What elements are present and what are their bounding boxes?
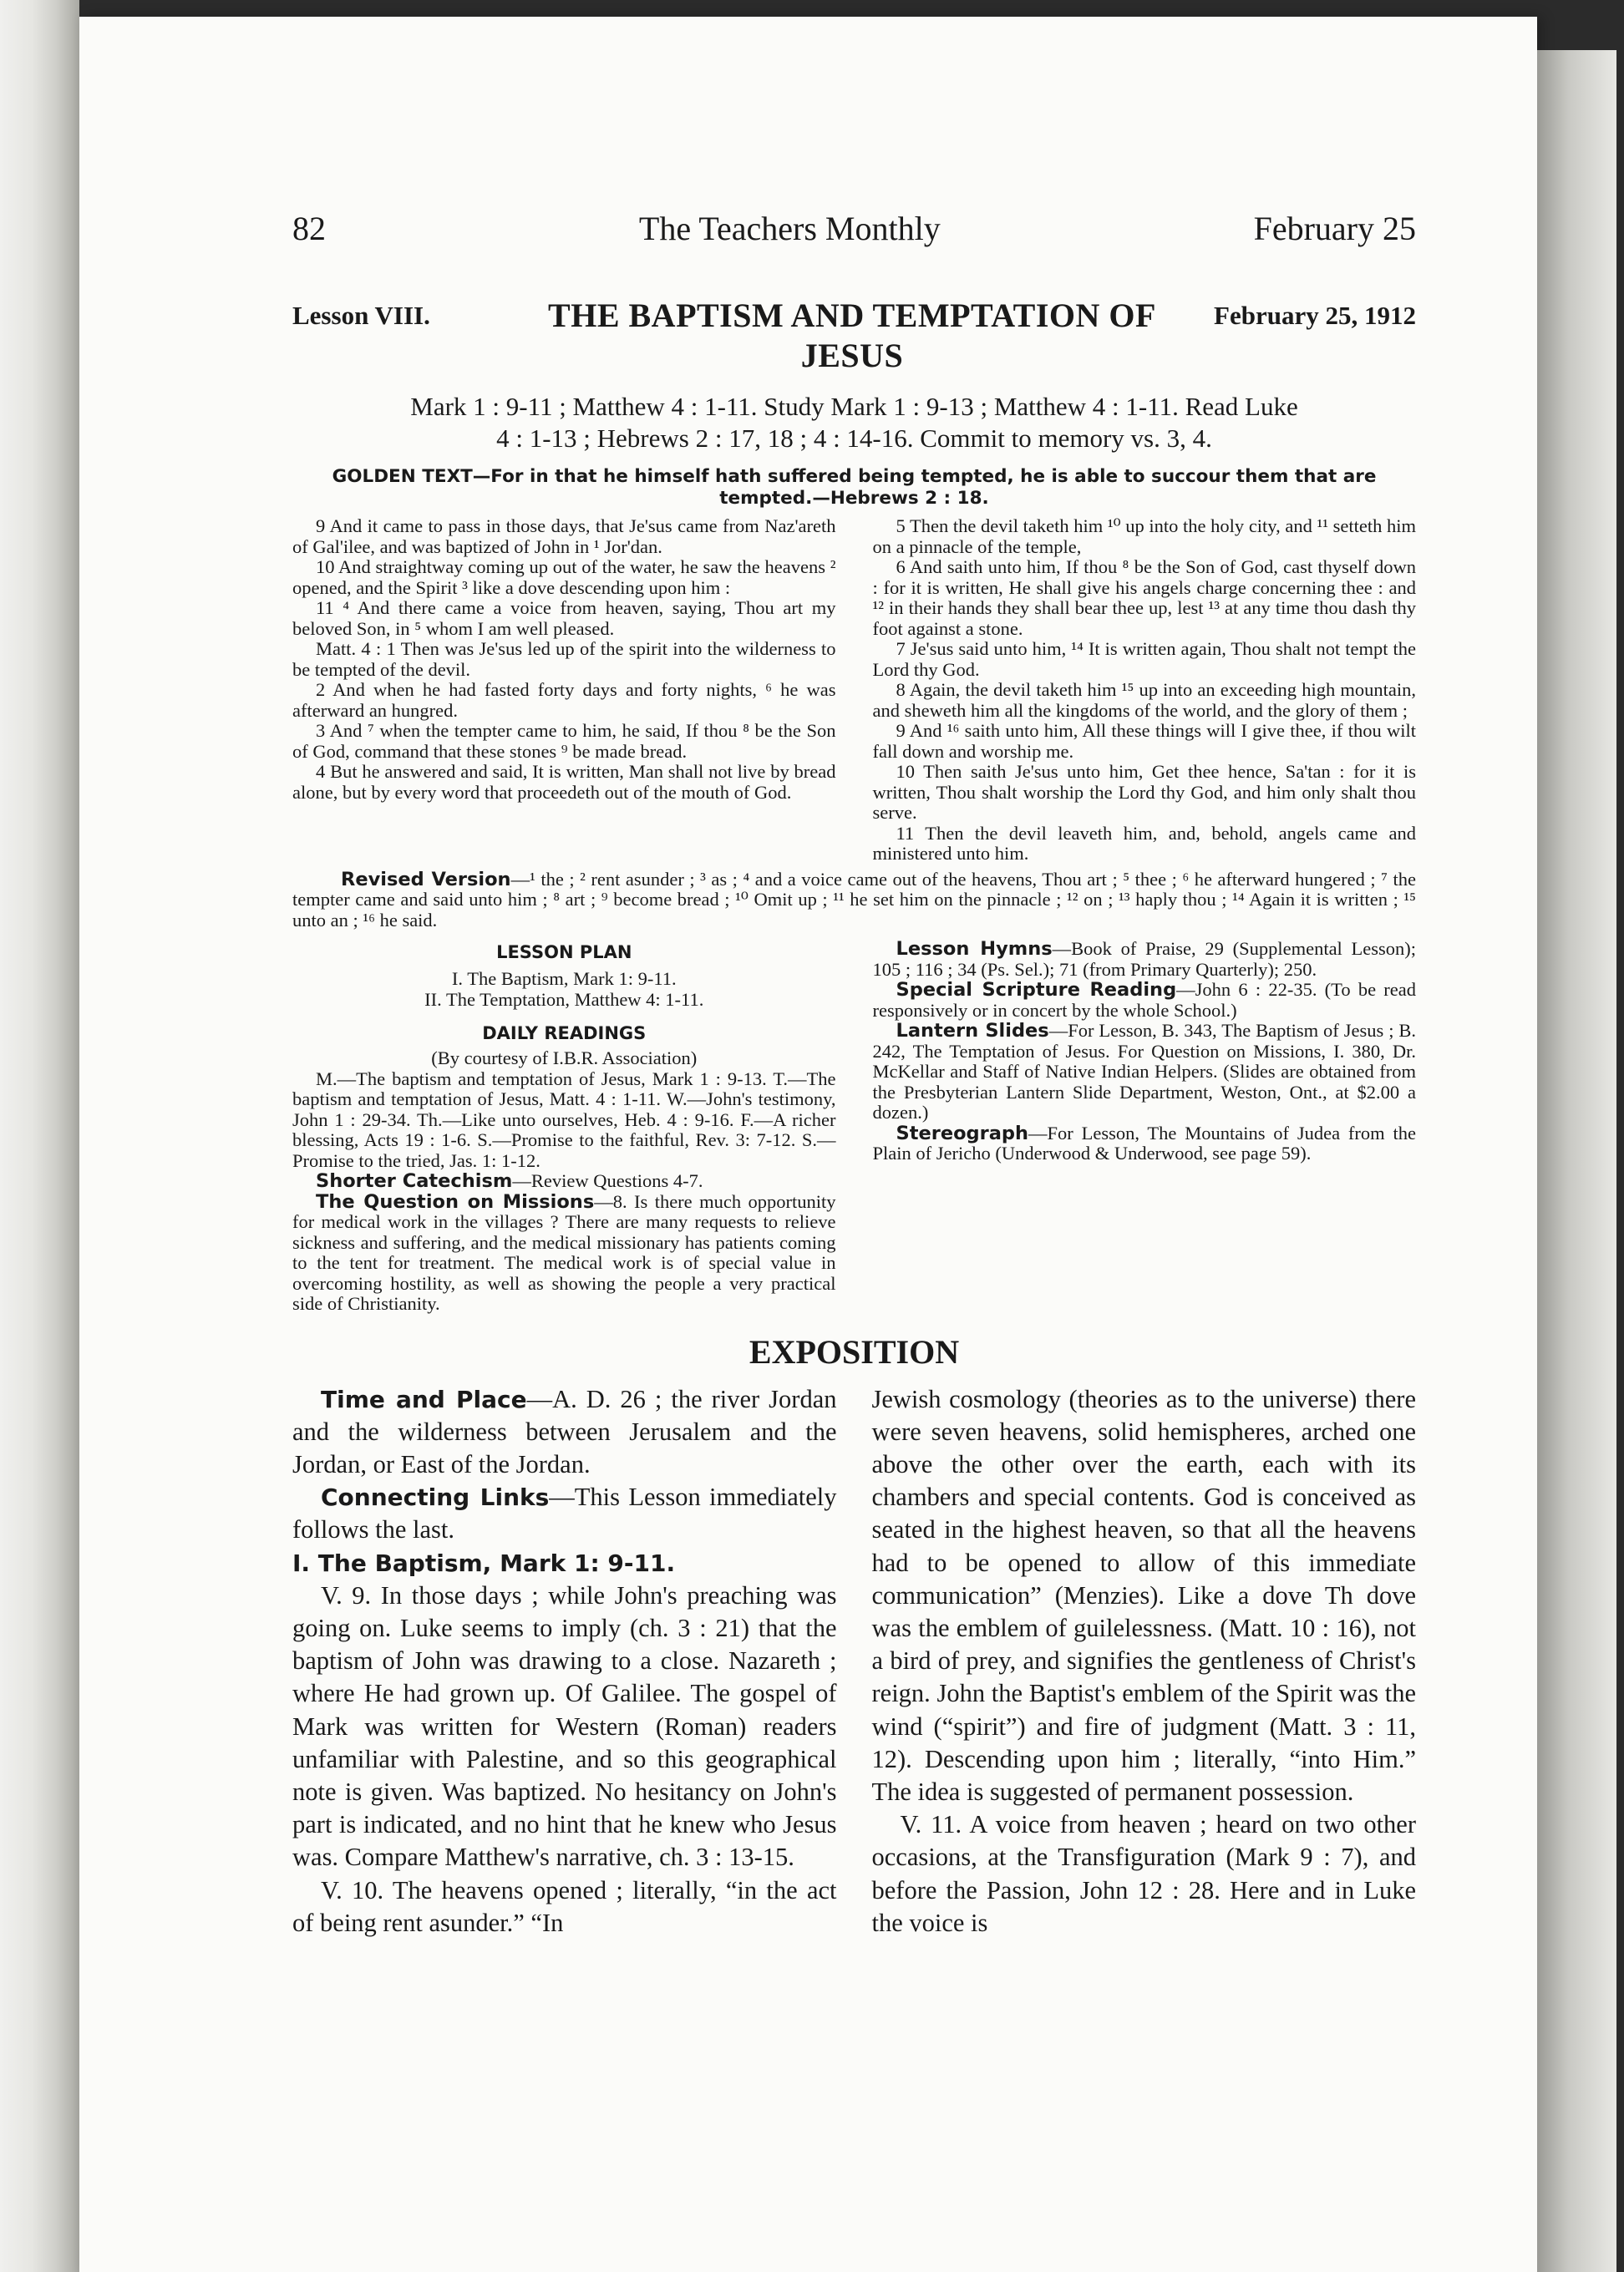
- verse: 9 And ¹⁶ saith unto him, All these things will I give thee, if thou wilt fall down and worship me.: [872, 720, 1416, 762]
- verse-10-commentary: V. 10. The heavens opened ; literally, “in the act of being rent asunder.” “In: [292, 1875, 837, 1937]
- stereograph-text: —For Lesson, The Mountains of Judea from the Plain of Jericho (Underwood & Underwood, see page 59).: [872, 1122, 1416, 1164]
- special-scripture-label: Special Scripture Reading: [896, 979, 1177, 1001]
- connecting-links: [292, 1481, 837, 1546]
- question-on-missions-label: The Question on Missions: [316, 1190, 595, 1213]
- daily-readings-text: M.—The baptism and temptation of Jesus, Mark 1 : 9-13. T.—The baptism and temptation of Jesus, Matt. 4 : 1-11. W.—John's testimony, John 1 : 29-34. Th.—Like unto ourselves, Heb. 4 : 9-16. F.—A richer blessing, Acts 19 : 1-6. S.—Promise to the faithful, Rev. 3: 7-12. S.—Promise to the tried, Jas. 1: 1-12.: [292, 1068, 836, 1171]
- stereograph: [873, 1123, 1417, 1164]
- daily-readings-courtesy: (By courtesy of I.B.R. Association): [431, 1047, 698, 1068]
- question-on-missions-text: —8. Is there much opportunity for medical work in the villages ? There are many requests to relieve sickness and suffering, and the medical missionary has patients coming to the tent for treatment. The medical work is of special value in overcoming hostility, as well as showing the people a very practical side of Christianity.: [292, 1190, 836, 1314]
- revised-version: [292, 870, 1416, 931]
- lesson-plan-item: II. The Temptation, Matthew 4: 1-11.: [424, 988, 704, 1010]
- lantern-slides: [873, 1021, 1417, 1123]
- section-subheading: I. The Baptism, Mark 1: 9-11.: [292, 1549, 676, 1577]
- book-spine-left: [0, 0, 79, 2272]
- time-and-place-label: Time and Place: [321, 1385, 527, 1413]
- lesson-date: February 25, 1912: [1214, 301, 1416, 330]
- lesson-hymns-text: —Book of Praise, 29 (Supplemental Lesson); 105 ; 116 ; 34 (Ps. Sel.); 71 (from Primary Quarterly); 250.: [872, 938, 1417, 980]
- question-on-missions: [292, 1192, 836, 1315]
- stereograph-label: Stereograph: [896, 1122, 1029, 1144]
- daily-readings-heading: DAILY READINGS: [482, 1022, 647, 1043]
- special-scripture-text: —John 6 : 22-35. (To be read responsively or in concert by the whole School.): [872, 979, 1416, 1021]
- verse: 11 ⁴ And there came a voice from heaven, saying, Thou art my beloved Son, in ⁵ whom I am well pleased.: [292, 597, 836, 639]
- verse: 9 And it came to pass in those days, that Je'sus came from Naz'areth of Gal'ilee, and was baptized of John in ¹ Jor'dan.: [292, 515, 836, 557]
- verse-9-commentary: V. 9. In those days ; while John's preaching was going on. Luke seems to imply (ch. 3 : 21) that the baptism of John was drawing to a close. Nazareth ; where He had grown up. Of Galilee. The gospel of Mark was written for Western (Roman) readers unfamiliar with Palestine, and so this geographical note is given. Was baptized. No hesitancy on John's part is indicated, and no hint that he knew who Jesus was. Compare Matthew's narrative, ch. 3 : 13-15.: [292, 1580, 837, 1872]
- lesson-number: Lesson VIII.: [292, 301, 430, 330]
- lesson-plan-item: I. The Baptism, Mark 1: 9-11.: [451, 967, 677, 989]
- verse: 3 And ⁷ when the tempter came to him, he said, If thou ⁸ be the Son of God, command that these stones ⁹ be made bread.: [292, 720, 836, 762]
- verse: 7 Je'sus said unto him, ¹⁴ It is written again, Thou shalt not tempt the Lord thy God.: [872, 638, 1416, 680]
- revised-version-label: Revised Version: [341, 868, 511, 890]
- revised-version-text: —¹ the ; ² rent asunder ; ³ as ; ⁴ and a voice came out of the heavens, Thou art ; ⁵ thee ; ⁶ he afterward hungered ; ⁷ the tempter came and said unto him ; ⁸ art ; ⁹ become bread ; ¹⁰ Omit up ; ¹¹ he set him on the pinnacle ; ¹² on ; ¹³ haply thou ; ¹⁴ Again it is written ; ¹⁵ unto an ; ¹⁶ he said.: [292, 868, 1416, 931]
- exposition-left-column: [292, 1383, 837, 1940]
- lesson-hymns: [873, 939, 1417, 980]
- verse: 6 And saith unto him, If thou ⁸ be the Son of God, cast thyself down : for it is written, He shall give his angels charge concerning thee : and ¹² in their hands they shall bear thee up, lest ¹³ at any time thou dash thy foot against a stone.: [872, 556, 1416, 639]
- lesson-title: THE BAPTISM AND TEMPTATION OF JESUS: [548, 297, 1156, 374]
- book-spine-right: [1537, 50, 1616, 2272]
- verse: 5 Then the devil taketh him ¹⁰ up into the holy city, and ¹¹ setteth him on a pinnacle of the temple,: [872, 515, 1416, 557]
- shorter-catechism: [292, 1171, 836, 1192]
- exposition-right-column: [872, 1383, 1417, 1940]
- verse: 10 Then saith Je'sus unto him, Get thee hence, Sa'tan : for it is written, Thou shalt worship the Lord thy God, and him only shalt thou serve.: [872, 761, 1416, 823]
- time-and-place: [292, 1383, 837, 1482]
- journal-title: The Teachers Monthly: [638, 210, 941, 247]
- shorter-catechism-label: Shorter Catechism: [316, 1170, 513, 1192]
- verse: 8 Again, the devil taketh him ¹⁵ up into an exceeding high mountain, and sheweth him all the kingdoms of the world, and the glory of them ;: [872, 679, 1416, 721]
- scripture-line-1: Mark 1 : 9-11 ; Matthew 4 : 1-11. Study Mark 1 : 9-13 ; Matthew 4 : 1-11. Read Luke: [410, 392, 1298, 421]
- special-scripture-reading: [873, 980, 1417, 1021]
- exposition-body: [292, 1383, 1416, 1940]
- golden-text: GOLDEN TEXT—For in that he himself hath suffered being tempted, he is able to succour them that are tempted.—Hebrews 2 : 18.: [332, 466, 1377, 509]
- verse-11-commentary: V. 11. A voice from heaven ; heard on two other occasions, at the Transfiguration (Mark 9 : 7), and before the Passion, John 12 : 28. Here and in Luke the voice is: [871, 1810, 1416, 1937]
- scripture-line-2: 4 : 1-13 ; Hebrews 2 : 17, 18 ; 4 : 14-16. Commit to memory vs. 3, 4.: [496, 423, 1212, 453]
- verse: 4 But he answered and said, It is written, Man shall not live by bread alone, but by every word that proceedeth out of the mouth of God.: [292, 761, 836, 803]
- lantern-slides-text: —For Lesson, B. 343, The Baptism of Jesus ; B. 242, The Temptation of Jesus. For Question on Missions, I. 380, Dr. McKellar and Staff of Native Indian Helpers. (Slides are obtained from the Presbyterian Lantern Slide Department, Weston, Ont., at $2.00 a dozen.): [872, 1020, 1417, 1123]
- verse: 10 And straightway coming up out of the water, he saw the heavens ² opened, and the Spirit ³ like a dove descending upon him :: [292, 556, 836, 598]
- verse: 11 Then the devil leaveth him, and, behold, angels came and ministered unto him.: [872, 822, 1416, 864]
- header-date: February 25: [1253, 210, 1416, 247]
- running-header: [292, 209, 1416, 252]
- exposition-heading: EXPOSITION: [749, 1332, 960, 1371]
- lesson-heading: [292, 296, 1416, 388]
- page-number: 82: [292, 210, 326, 247]
- verses-left-column: [292, 516, 836, 865]
- page-content: [292, 209, 1416, 1940]
- notes-right-column: [873, 939, 1417, 1315]
- lantern-slides-label: Lantern Slides: [896, 1020, 1049, 1042]
- scripture-references: [292, 391, 1416, 454]
- lesson-hymns-label: Lesson Hymns: [896, 938, 1053, 960]
- shorter-catechism-text: —Review Questions 4-7.: [512, 1170, 703, 1191]
- verse: 2 And when he had fasted forty days and forty nights, ⁶ he was afterward an hungred.: [292, 679, 836, 721]
- verses-right-column: [873, 516, 1417, 865]
- time-and-place-text: —A. D. 26 ; the river Jordan and the wilderness between Jerusalem and the Jordan, or East of the Jordan.: [292, 1384, 837, 1478]
- connecting-links-text: —This Lesson immediately follows the last.: [292, 1483, 837, 1544]
- lesson-notes: [292, 939, 1416, 1315]
- notes-left-column: [292, 939, 836, 1315]
- lesson-verses: [292, 516, 1416, 865]
- connecting-links-label: Connecting Links: [321, 1483, 550, 1512]
- verse: Matt. 4 : 1 Then was Je'sus led up of the spirit into the wilderness to be tempted of the devil.: [292, 638, 836, 680]
- verse-10-continued: Jewish cosmology (theories as to the universe) there were seven heavens, solid hemispheres, arched one above the other over the earth, each with its chambers and special contents. God is conceived as seated in the highest heaven, so that all the heavens had to be opened to allow of this immediate communication” (Menzies). Like a dove Th dove was the emblem of guilelessness. (Matt. 10 : 16), not a bird of prey, and signifies the gentleness of Christ's reign. John the Baptist's emblem of the Spirit was the wind (“spirit”) and fire of judgment (Matt. 3 : 11, 12). Descending upon him ; literally, “into Him.” The idea is suggested of permanent possession.: [871, 1384, 1416, 1806]
- lesson-plan-heading: LESSON PLAN: [496, 942, 632, 962]
